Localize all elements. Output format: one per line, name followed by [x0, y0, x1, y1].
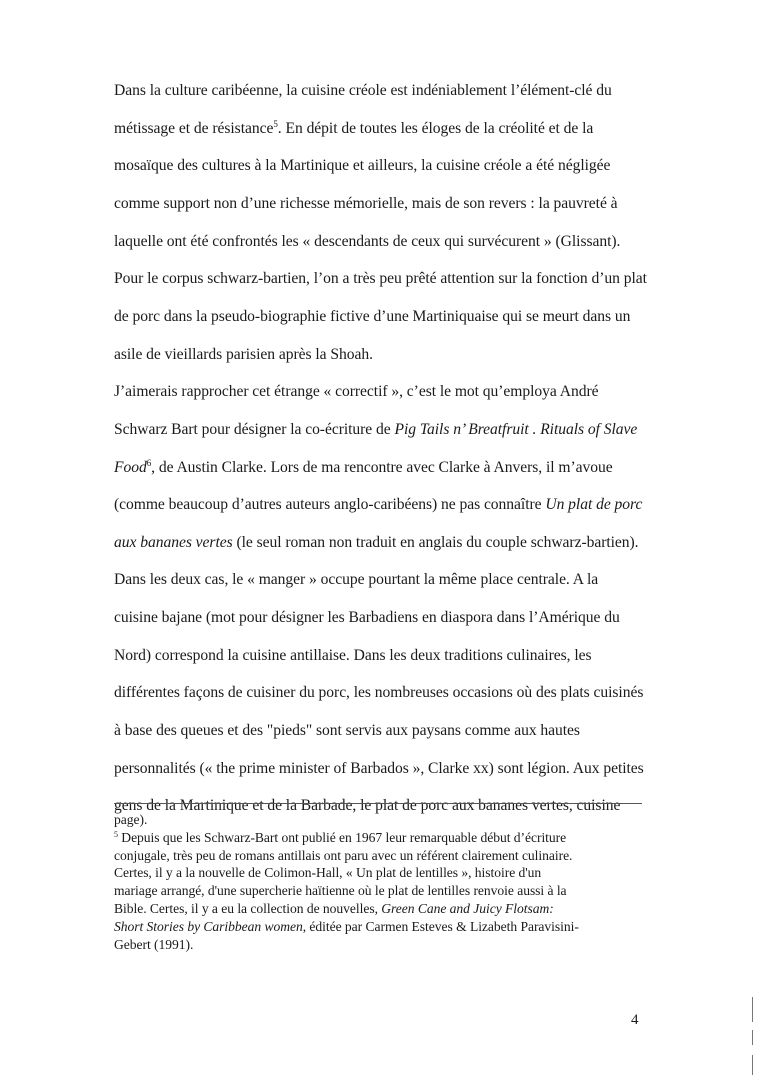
text-run: page). — [114, 812, 148, 827]
body-line — [114, 345, 373, 365]
text-run: Gebert (1991). — [114, 936, 194, 952]
body-line — [114, 533, 639, 553]
footnote-line — [114, 847, 572, 864]
text-run: Dans la culture caribéenne, la cuisine créole est indéniablement l’élément-clé du — [114, 82, 612, 99]
text-run: Pour le corpus schwarz-bartien, l’on a très peu prêté attention sur la fonction d’un plat — [114, 270, 647, 288]
text-run: conjugale, très peu de romans antillais ont paru avec un référent clairement culinaire. — [114, 847, 573, 863]
footnote-line — [114, 864, 541, 881]
body-line — [114, 156, 610, 176]
text-run: , de Austin Clarke. Lors de ma rencontre avec Clarke à Anvers, il m’avoue — [151, 458, 613, 476]
text-run: (comme beaucoup d’autres auteurs anglo-caribéens) ne pas connaître — [114, 496, 546, 514]
page-number: 4 — [631, 1012, 639, 1028]
body-line — [114, 119, 593, 139]
scan-edge-mark — [752, 1030, 753, 1045]
body-line — [114, 796, 620, 816]
scan-edge-mark — [752, 997, 753, 1022]
body-line — [114, 759, 644, 779]
text-run: de porc dans la pseudo-biographie fictive d’une Martiniquaise qui se meurt dans un — [114, 307, 631, 325]
text-run: . En dépit de toutes les éloges de la créolité et de la — [277, 119, 594, 137]
footnote-ref: 5 — [273, 118, 278, 129]
footnote-line — [114, 918, 579, 935]
text-run: mosaïque des cultures à la Martinique et ailleurs, la cuisine créole a été négligée — [114, 157, 611, 175]
text-run: Nord) correspond la cuisine antillaise. Dans les deux traditions culinaires, les — [114, 646, 592, 664]
footnote-line — [114, 900, 554, 917]
footnote-separator — [114, 803, 642, 804]
text-run: (le seul roman non traduit en anglais du couple schwarz-bartien). — [232, 533, 639, 551]
footnote-ref: 6 — [146, 457, 152, 468]
body-line — [114, 683, 643, 703]
italic-title: Short Stories by Caribbean women — [114, 918, 303, 934]
body-line — [114, 307, 630, 327]
text-run: différentes façons de cuisiner du porc, les nombreuses occasions où des plats cuisinés — [114, 684, 644, 702]
body-line — [114, 570, 598, 590]
footnote-line — [114, 829, 566, 846]
text-run: cuisine bajane (mot pour désigner les Barbadiens en diaspora dans l’Amérique du — [114, 609, 620, 627]
body-line — [114, 232, 620, 252]
footnote-line — [114, 882, 567, 899]
text-run: Bible. Certes, il y a eu la collection de nouvelles, — [114, 901, 382, 916]
body-line — [114, 420, 637, 440]
text-run: personnalités (« the prime minister of Barbados », Clarke xx) sont légion. Aux petites — [114, 759, 644, 777]
text-run: gens de la Martinique et de la Barbade, le plat de porc aux bananes vertes, cuisine — [114, 797, 621, 815]
footnote-line — [114, 936, 193, 953]
text-run: J’aimerais rapprocher cet étrange « correctif », c’est le mot qu’employa André — [114, 383, 599, 401]
body-line — [114, 458, 613, 478]
text-run: , éditée par Carmen Esteves & Lizabeth Paravisini- — [302, 918, 579, 934]
italic-title: aux bananes vertes — [114, 533, 233, 551]
footnote-line — [114, 811, 147, 828]
body-line — [114, 646, 592, 666]
body-line — [114, 721, 580, 741]
text-run: Dans les deux cas, le « manger » occupe pourtant la même place centrale. A la — [114, 571, 599, 589]
italic-title: Food — [114, 458, 147, 476]
text-run: Schwarz Bart pour désigner la co-écriture de — [114, 420, 395, 438]
text-run: mariage arrangé, d'une supercherie haïtienne où le plat de lentilles renvoie aussi à la — [114, 883, 567, 899]
italic-title: Un plat de porc — [545, 496, 643, 514]
italic-title: Pig Tails n’ Breatfruit . Rituals of Slave — [394, 420, 638, 438]
body-line — [114, 495, 642, 515]
body-line — [114, 194, 618, 214]
italic-title: Green Cane and Juicy Flotsam: — [381, 901, 554, 916]
body-line — [114, 608, 620, 628]
text-run: métissage et de résistance — [114, 119, 274, 137]
body-line — [114, 382, 599, 402]
scan-edge-mark — [752, 1055, 753, 1075]
text-run: laquelle ont été confrontés les « descendants de ceux qui survécurent » (Glissant). — [114, 232, 621, 250]
text-run: à base des queues et des "pieds" sont servis aux paysans comme aux hautes — [114, 722, 580, 740]
footnote-ref: 5 — [114, 829, 118, 839]
text-run: comme support non d’une richesse mémorielle, mais de son revers : la pauvreté à — [114, 194, 618, 212]
text-run: asile de vieillards parisien après la Shoah. — [114, 345, 373, 363]
body-line — [114, 81, 612, 101]
text-run: Depuis que les Schwarz-Bart ont publié en 1967 leur remarquable début d’écriture — [117, 829, 567, 845]
text-run: Certes, il y a la nouvelle de Colimon-Hall, « Un plat de lentilles », histoire d'un — [114, 865, 542, 881]
body-line — [114, 269, 647, 289]
